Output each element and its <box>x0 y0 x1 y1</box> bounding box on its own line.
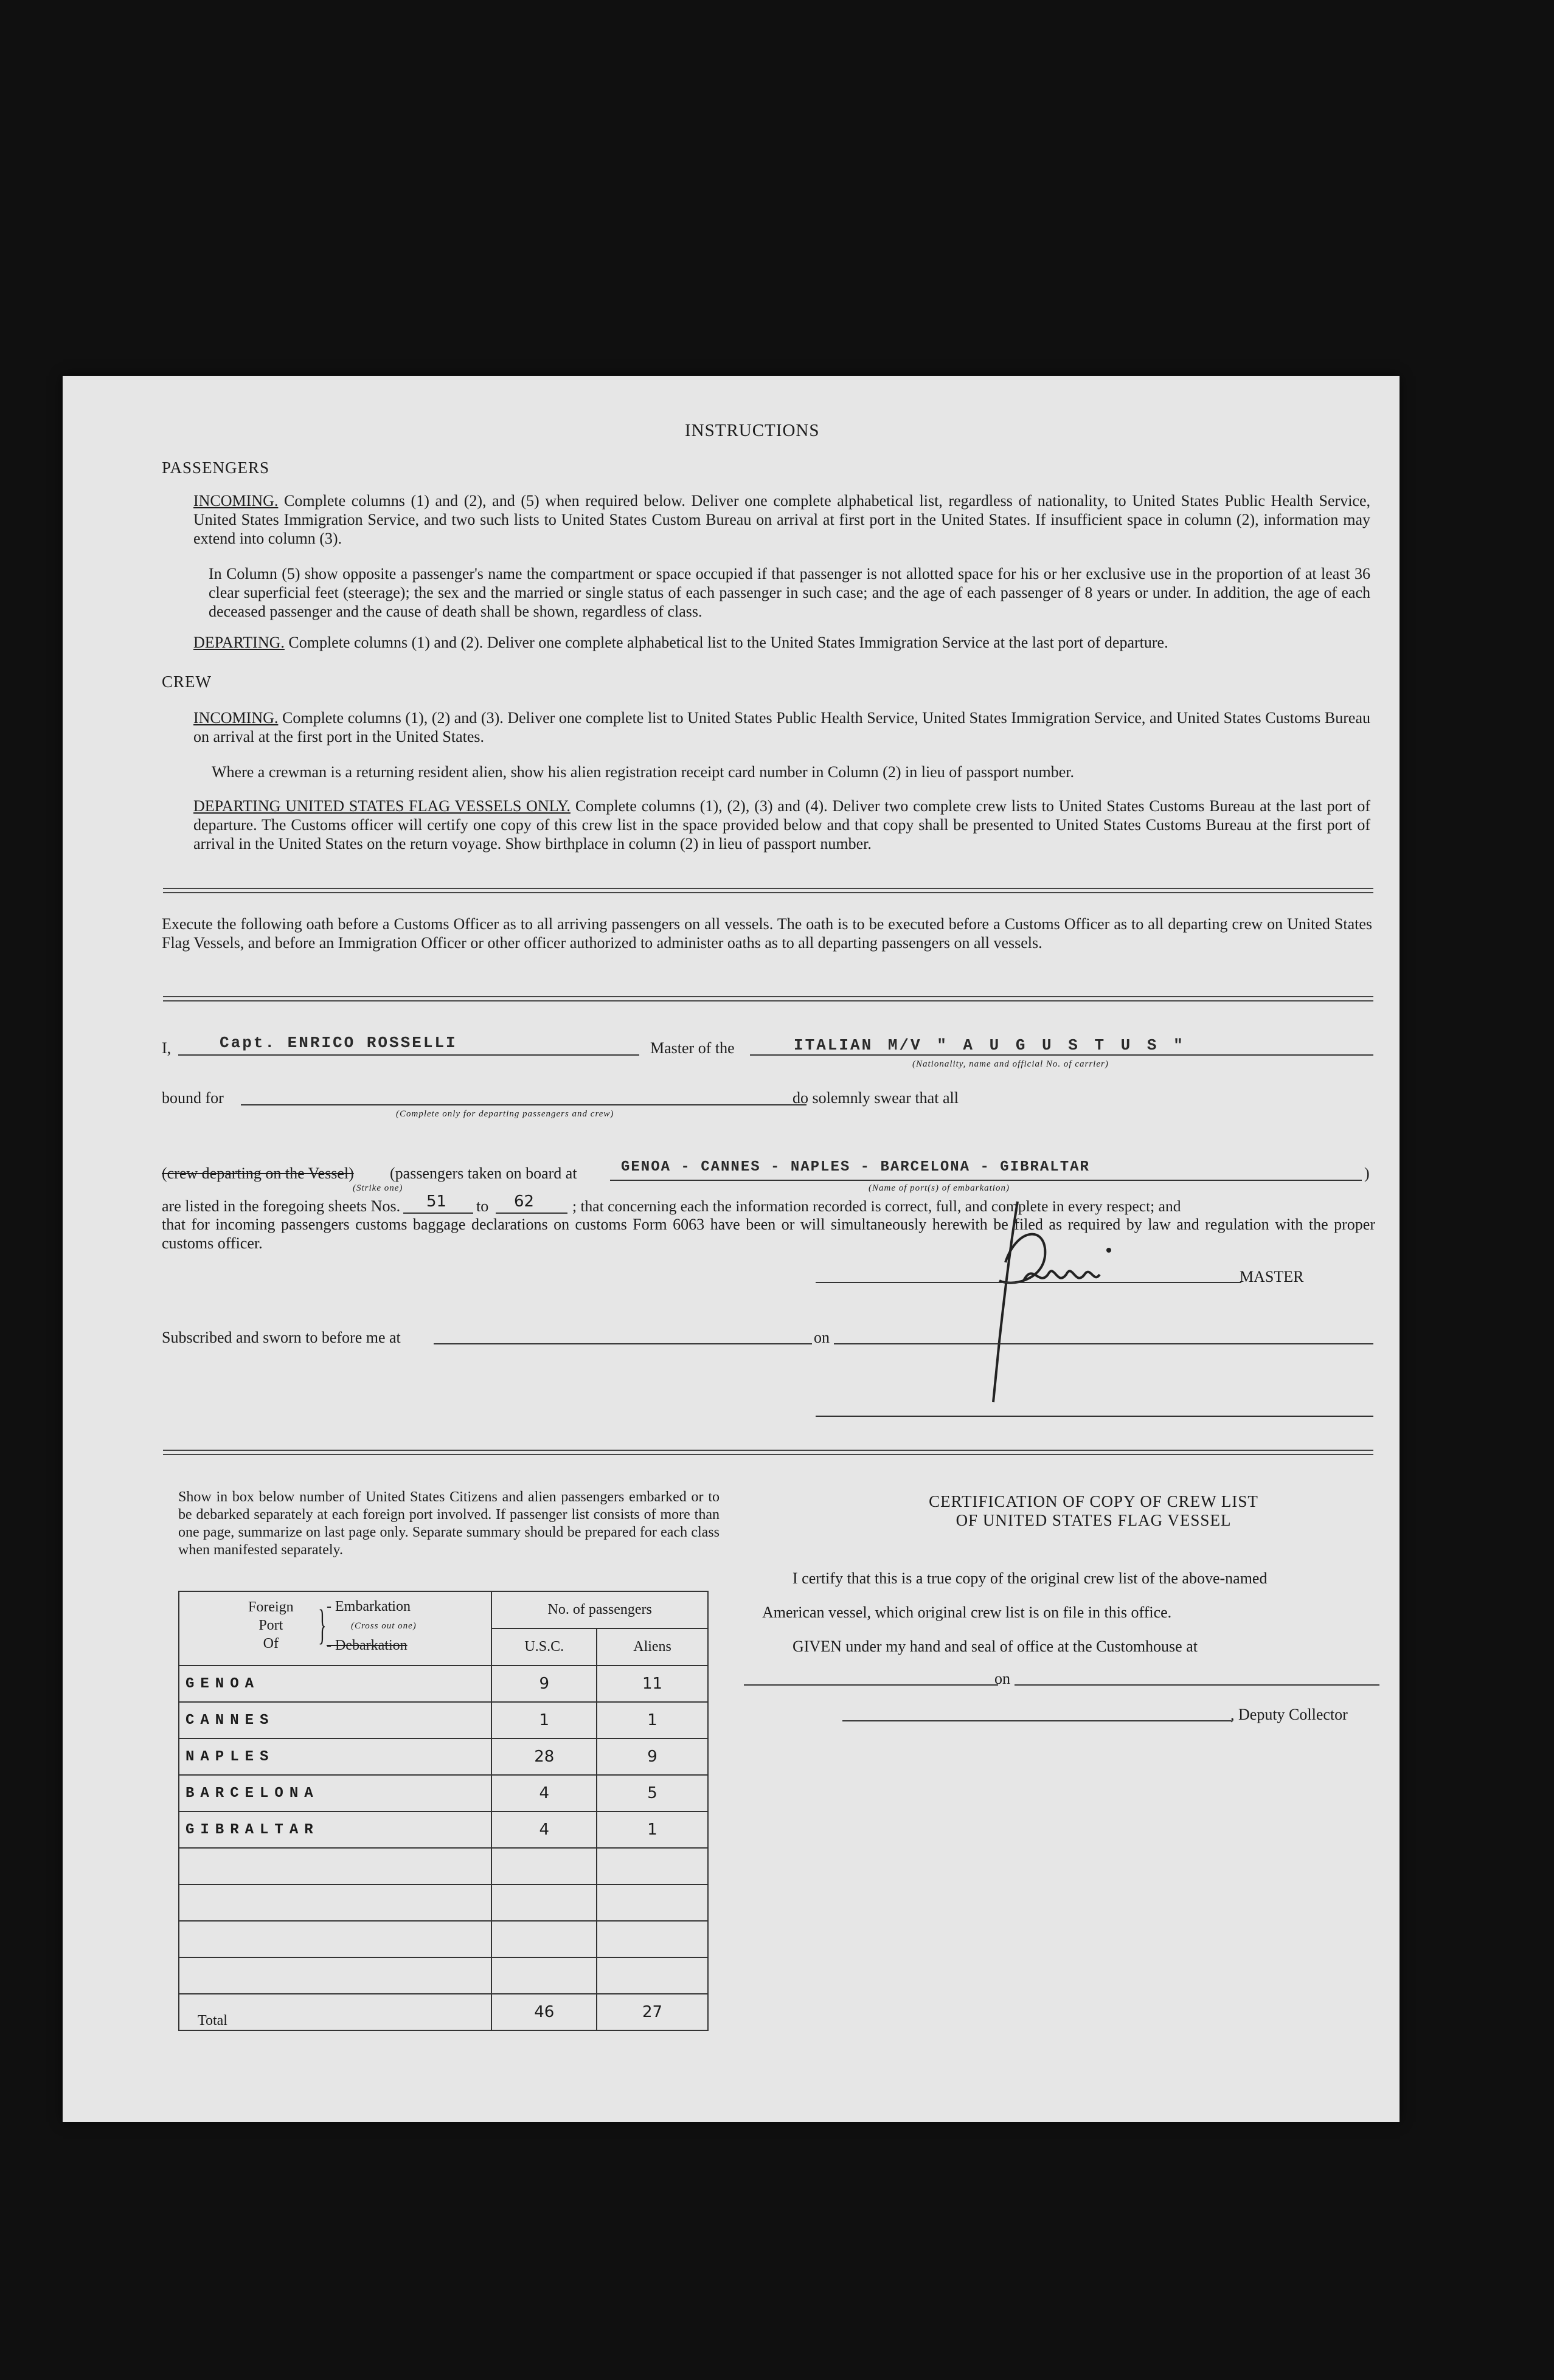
listed-text-a: are listed in the foregoing sheets Nos. <box>162 1197 401 1215</box>
master-signature <box>926 1189 1145 1408</box>
crew-incoming <box>193 708 1370 746</box>
divider <box>163 996 1373 1001</box>
table-row <box>179 1666 708 1702</box>
foreign-port-of: Foreign Port Of <box>248 1599 294 1652</box>
incoming-text: Complete columns (1) and (2), and (5) when required below. Deliver one complete alphabetical list, regardless of nationality, to United States Public Health Service, United States Immigration Service, and two such lists to United States Custom Bureau on arrival at first port in the United States. If insufficient space in column (2), information may extend into column (3). <box>193 492 1371 547</box>
empty-row <box>179 1884 708 1921</box>
total-label: Total <box>179 1994 491 2030</box>
vessel-caption: (Nationality, name and official No. of carrier) <box>912 1059 1109 1069</box>
empty-row <box>179 1957 708 1994</box>
port-name: CANNES <box>179 1702 491 1738</box>
passengers-incoming <box>193 491 1370 548</box>
empty-row <box>179 1921 708 1957</box>
bound-for-label: bound for <box>162 1089 224 1107</box>
customhouse-line <box>744 1684 998 1686</box>
bound-for-line <box>241 1104 806 1105</box>
deputy-signature-line <box>842 1720 1232 1721</box>
subscribed-label: Subscribed and sworn to before me at <box>162 1329 401 1346</box>
port-name: GENOA <box>179 1666 491 1702</box>
crew-incoming-label: INCOMING. <box>193 709 279 727</box>
instructions-title: INSTRUCTIONS <box>685 421 820 440</box>
debarkation-label: - Debarkation <box>327 1638 408 1653</box>
certification-title-line-1: CERTIFICATION OF COPY OF CREW LIST <box>929 1492 1258 1510</box>
certification-text-3: GIVEN under my hand and seal of office at the Customhouse at <box>793 1638 1198 1655</box>
i-label: I, <box>162 1039 172 1057</box>
passengers-taken-text: (passengers taken on board at <box>390 1164 577 1182</box>
swear-text: do solemnly swear that all <box>793 1089 959 1107</box>
aliens-count: 1 <box>597 1811 708 1848</box>
certification-text-1: I certify that this is a true copy of the original crew list of the above-named <box>793 1569 1268 1587</box>
crew-departing-text: Complete columns (1), (2), (3) and (4). Deliver two complete crew lists to United States Customs Bureau at the last port of departure. The Customs officer will certify one copy of this crew list in the space provided below and that copy shall be presented to United States Customs Bureau at the first port of arrival in the United States on the return voyage. Show birthplace in column (2) in lieu of passport number. <box>193 797 1370 853</box>
aliens-count: 9 <box>597 1738 708 1775</box>
crew-departing-label: DEPARTING UNITED STATES FLAG VESSELS ONLY. <box>193 797 571 815</box>
total-usc: 46 <box>491 1994 597 2030</box>
crew-heading: CREW <box>162 673 212 691</box>
bound-caption: (Complete only for departing passengers and crew) <box>396 1109 614 1119</box>
passenger-summary-table <box>178 1591 709 2031</box>
master-signature-line <box>816 1282 1241 1283</box>
vessel-name: ITALIAN M/V " A U G U S T U S " <box>794 1036 1185 1054</box>
oath-intro: Execute the following oath before a Customs Officer as to all arriving passengers on all vessels. The oath is to be executed before a Customs Officer as to all departing crew on United States Flag Vessels, and before an Immigration Officer or other officer authorized to administer oaths as to all departing passengers on all vessels. <box>162 915 1372 952</box>
officer-line <box>816 1416 1373 1417</box>
certification-on-label: on <box>994 1670 1010 1687</box>
port-name: BARCELONA <box>179 1775 491 1811</box>
passengers-departing <box>193 633 1370 652</box>
port-name: NAPLES <box>179 1738 491 1775</box>
divider <box>163 1450 1373 1455</box>
table-row <box>179 1702 708 1738</box>
total-row <box>179 1994 708 2030</box>
master-label: MASTER <box>1240 1268 1304 1285</box>
master-of-label: Master of the <box>650 1039 735 1057</box>
table-row <box>179 1811 708 1848</box>
total-aliens: 27 <box>597 1994 708 2030</box>
usc-count: 1 <box>491 1702 597 1738</box>
certification-text-2: American vessel, which original crew list is on file in this office. <box>762 1603 1172 1621</box>
cross-out-caption: (Cross out one) <box>351 1621 417 1631</box>
crewman-text: Where a crewman is a returning resident alien, show his alien registration receipt card number in Column (2) in lieu of passport number. <box>212 763 1075 781</box>
table-row <box>179 1775 708 1811</box>
aliens-count: 11 <box>597 1666 708 1702</box>
aliens-count: 5 <box>597 1775 708 1811</box>
usc-count: 9 <box>491 1666 597 1702</box>
port-name: GIBRALTAR <box>179 1811 491 1848</box>
incoming-label: INCOMING. <box>193 492 279 510</box>
brace: } <box>318 1602 327 1648</box>
document-page <box>63 376 1400 2122</box>
listed-text-c: that for incoming passengers customs baggage declarations on customs Form 6063 have been or will simultaneously herewith be filed as required by law and regulation with the proper customs officer. <box>162 1216 1375 1252</box>
master-name: Capt. ENRICO ROSSELLI <box>220 1034 457 1052</box>
aliens-header: Aliens <box>597 1628 708 1666</box>
certification-date-line <box>1015 1684 1379 1686</box>
ports-caption: (Name of port(s) of embarkation) <box>869 1183 1010 1193</box>
close-paren: ) <box>1364 1164 1370 1182</box>
no-passengers-header: No. of passengers <box>491 1591 708 1628</box>
vessel-line <box>750 1054 1373 1056</box>
subscribed-date-line <box>834 1343 1373 1344</box>
usc-count: 4 <box>491 1811 597 1848</box>
listed-text-b: ; that concerning each the information recorded is correct, full, and complete in every respect; and <box>572 1197 1181 1215</box>
port-header-cell <box>179 1591 491 1666</box>
aliens-count: 1 <box>597 1702 708 1738</box>
empty-row <box>179 1848 708 1884</box>
ports-line <box>610 1180 1362 1181</box>
to-label: to <box>476 1197 489 1215</box>
sheet-to-line <box>496 1212 567 1214</box>
subscribed-on-label: on <box>814 1329 830 1346</box>
certification-title <box>853 1492 1334 1530</box>
subscribed-place-line <box>434 1343 812 1344</box>
column5-text: In Column (5) show opposite a passenger's name the compartment or space occupied if that passenger is not allotted space for his or her exclusive use in the proportion of at least 36 clear superficial feet (steerage); the sex and the married or single status of each passenger in such case; and the age of each passenger of 8 years or under. In addition, the age of each deceased passenger and the cause of death shall be shown, regardless of class. <box>209 565 1370 620</box>
divider <box>163 888 1373 893</box>
crew-struck-text: (crew departing on the Vessel) <box>162 1164 354 1182</box>
sheet-to: 62 <box>514 1192 535 1211</box>
table-row <box>179 1738 708 1775</box>
deputy-collector-label: , Deputy Collector <box>1230 1706 1348 1723</box>
crew-incoming-text: Complete columns (1), (2) and (3). Deliver one complete list to United States Public Health Service, United States Immigration Service, and United States Customs Bureau on arrival at the first port in the United States. <box>193 709 1370 745</box>
strike-caption: (Strike one) <box>353 1183 403 1193</box>
departing-label: DEPARTING. <box>193 634 285 651</box>
usc-header: U.S.C. <box>491 1628 597 1666</box>
sheet-from-line <box>403 1212 473 1214</box>
usc-count: 28 <box>491 1738 597 1775</box>
embarkation-label: - Embarkation <box>327 1599 411 1614</box>
usc-count: 4 <box>491 1775 597 1811</box>
summary-note: Show in box below number of United States Citizens and alien passengers embarked or to be debarked separately at each foreign port involved. If passenger list consists of more than one page, summarize on last page only. Separate summary should be prepared for each class when manifested separately. <box>178 1489 720 1558</box>
ports-of-embarkation: GENOA - CANNES - NAPLES - BARCELONA - GIBRALTAR <box>621 1159 1090 1175</box>
certification-title-line-2: OF UNITED STATES FLAG VESSEL <box>956 1511 1232 1529</box>
sheet-from: 51 <box>426 1192 447 1211</box>
departing-text: Complete columns (1) and (2). Deliver one complete alphabetical list to the United States Immigration Service at the last port of departure. <box>288 634 1168 651</box>
crew-departing <box>193 797 1370 853</box>
passengers-heading: PASSENGERS <box>162 458 270 477</box>
master-name-line <box>178 1054 639 1056</box>
